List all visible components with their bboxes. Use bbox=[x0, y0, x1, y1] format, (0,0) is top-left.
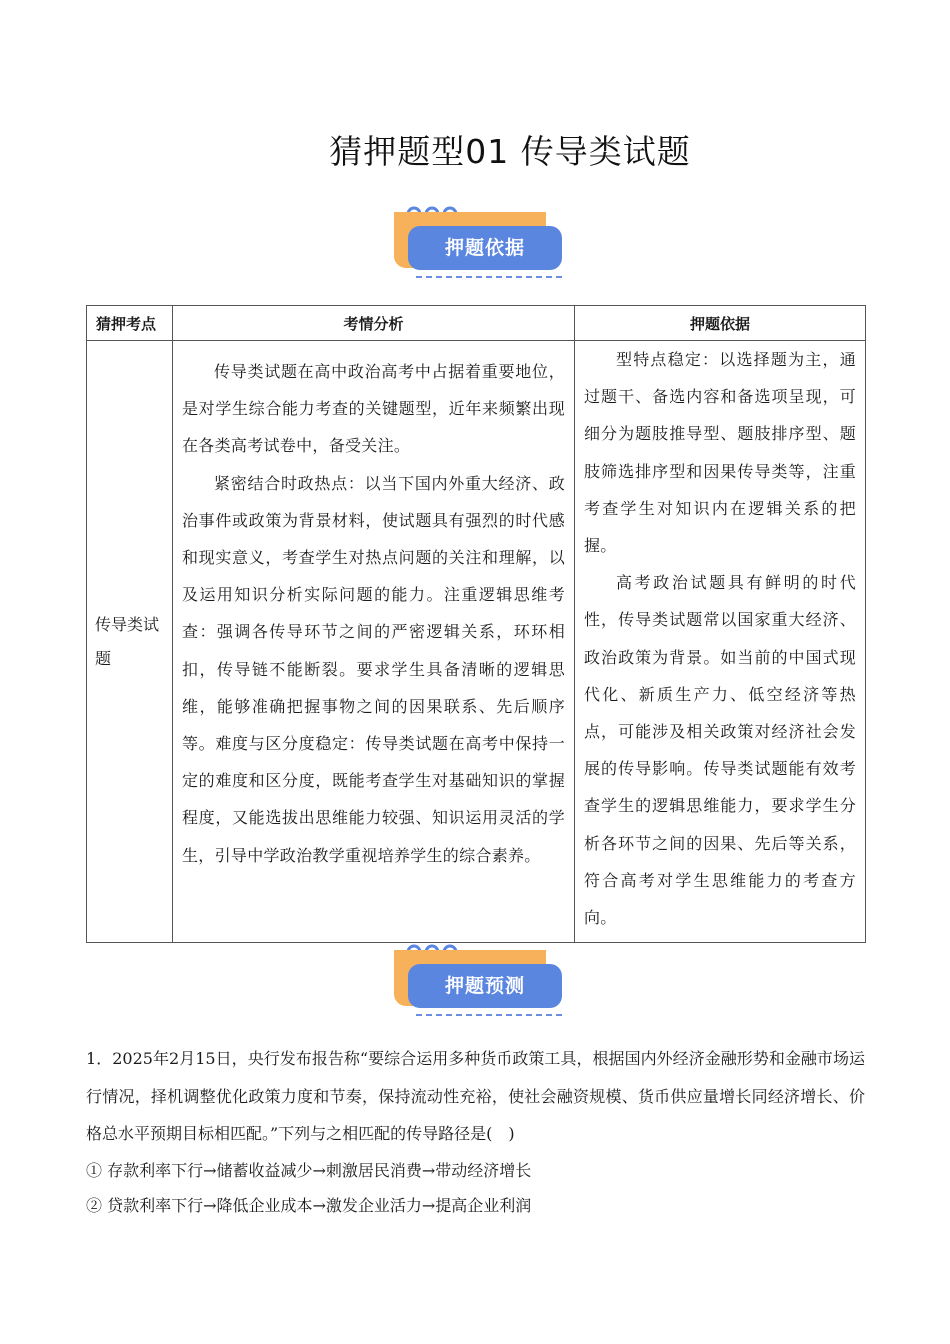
header-basis: 押题依据 bbox=[575, 306, 866, 341]
basis-paragraph: 型特点稳定：以选择题为主，通过题干、备选内容和备选项呈现，可细分为题肢推导型、题肢排序型、题肢筛选排序型和因果传导类等，注重考查学生对知识内在逻辑关系的把握。 bbox=[584, 350, 856, 556]
header-analysis: 考情分析 bbox=[173, 306, 575, 341]
header-topic: 猜押考点 bbox=[87, 306, 173, 341]
analysis-cell bbox=[173, 341, 575, 943]
page-title: 猜押题型01 传导类试题 bbox=[329, 132, 691, 171]
question-stem: 1．2025年2月15日，央行发布报告称“要综合运用多种货币政策工具，根据国内外经济金融形势和金融市场运行情况，择机调整优化政策力度和节奏，保持流动性充裕，使社会融资规模、货币供应量增长同经济增长、价格总水平预期目标相匹配。”下列与之相匹配的传导路径是( ) bbox=[86, 1049, 865, 1143]
basis-paragraph: 高考政治试题具有鲜明的时代性，传导类试题常以国家重大经济、政治政策为背景。如当前的中国式现代化、新质生产力、低空经济等热点，可能涉及相关政策对经济社会发展的传导影响。传导类试题能有效考查学生的逻辑思维能力，要求学生分析各环节之间的因果、先后等关系，符合高考对学生思维能力的考查方向。 bbox=[584, 573, 856, 928]
section-badge-prediction bbox=[394, 938, 564, 1022]
section-badge-basis bbox=[394, 200, 564, 284]
question-option: ② 贷款利率下行→降低企业成本→激发企业活力→提高企业利润 bbox=[86, 1195, 532, 1215]
badge-label: 押题预测 bbox=[408, 964, 562, 1008]
question-block bbox=[86, 1040, 865, 1223]
analysis-paragraph: 传导类试题在高中政治高考中占据着重要地位，是对学生综合能力考查的关键题型，近年来频繁出现在各类高考试卷中，备受关注。 bbox=[182, 362, 565, 456]
topic-cell: 传导类试题 bbox=[87, 341, 173, 943]
analysis-table bbox=[86, 305, 866, 943]
basis-cell bbox=[575, 341, 866, 943]
badge-dash-line bbox=[416, 276, 562, 278]
analysis-paragraph: 紧密结合时政热点：以当下国内外重大经济、政治事件或政策为背景材料，使试题具有强烈的时代感和现实意义，考查学生对热点问题的关注和理解，以及运用知识分析实际问题的能力。注重逻辑思维考查：强调各传导环节之间的严密逻辑关系，环环相扣，传导链不能断裂。要求学生具备清晰的逻辑思维，能够准确把握事物之间的因果联系、先后顺序等。难度与区分度稳定：传导类试题在高考中保持一定的难度和区分度，既能考查学生对基础知识的掌握程度，又能选拔出思维能力较强、知识运用灵活的学生，引导中学政治教学重视培养学生的综合素养。 bbox=[182, 473, 565, 865]
badge-label: 押题依据 bbox=[408, 226, 562, 270]
badge-dash-line bbox=[416, 1014, 562, 1016]
table-row bbox=[87, 341, 866, 943]
table-header-row bbox=[87, 306, 866, 341]
question-option: ① 存款利率下行→储蓄收益减少→刺激居民消费→带动经济增长 bbox=[86, 1160, 532, 1180]
